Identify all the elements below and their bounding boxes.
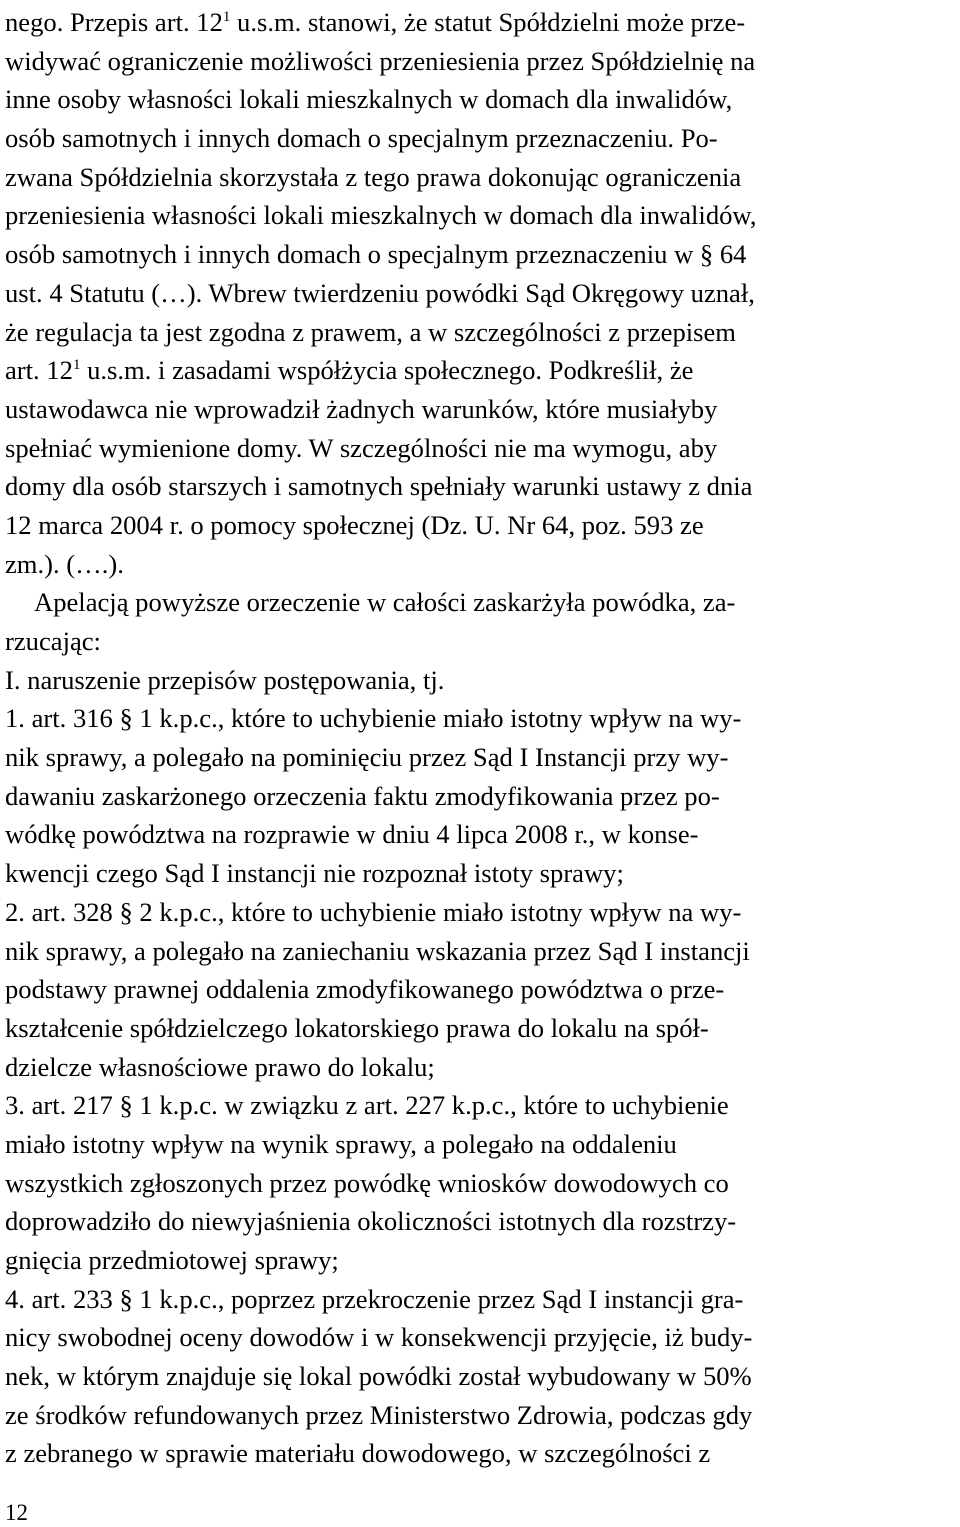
text-line [5,1396,955,1435]
text-line-content: inne osoby własności lokali mieszkalnych w domach dla inwalidów, [5,84,733,115]
text-line [5,235,955,274]
text-line-content: dawaniu zaskarżonego orzeczenia faktu zmodyfikowania przez po- [5,780,720,811]
text-line [5,622,955,661]
text-line [5,738,955,777]
text-line [5,274,955,313]
text-line-content: domy dla osób starszych i samotnych spełniały warunki ustawy z dnia [5,471,753,502]
text-line-content: kształcenie spółdzielczego lokatorskiego prawa do lokalu na spół- [5,1012,709,1043]
text-line [5,467,955,506]
text-line [5,1009,955,1048]
text-line-content: ze środków refundowanych przez Ministerstwo Zdrowia, podczas gdy [5,1399,753,1430]
text-line-content: nego. Przepis art. 12 [5,7,223,37]
text-line [5,1357,955,1396]
text-line-content: podstawy prawnej oddalenia zmodyfikowanego powództwa o prze- [5,974,725,1005]
text-line [5,313,955,352]
text-line [5,1241,955,1280]
text-line [5,1280,955,1319]
text-line [5,80,955,119]
text-line-content: nik sprawy, a polegało na pominięciu przez Sąd I Instancji przy wy- [5,742,729,773]
text-line-content: art. 12 [5,355,73,386]
text-line [5,42,955,81]
text-line-content: nicy swobodnej oceny dowodów i w konsekwencji przyjęcie, iż budy- [5,1322,753,1353]
text-line [5,893,955,932]
text-line [5,1434,955,1473]
text-line [5,545,955,584]
text-line-content: widywać ograniczenie możliwości przeniesienia przez Spółdzielnię na [5,45,756,76]
text-line [5,158,955,197]
text-line-content: ust. 4 Statutu (…). Wbrew twierdzeniu powódki Sąd Okręgowy uznał, [5,277,755,308]
text-line [5,777,955,816]
text-line-content: ustawodawca nie wprowadził żadnych warunków, które musiałyby [5,393,718,424]
text-line [5,506,955,545]
text-line-content: 1. art. 316 § 1 k.p.c., które to uchybienie miało istotny wpływ na wy- [5,703,742,734]
text-line-content: I. naruszenie przepisów postępowania, tj. [5,664,445,695]
text-line [5,429,955,468]
text-line [5,1164,955,1203]
text-line [5,815,955,854]
text-line-content: zwana Spółdzielnia skorzystała z tego prawa dokonując ograniczenia [5,161,742,192]
text-line [5,699,955,738]
text-line [5,1086,955,1125]
text-line [5,854,955,893]
text-line [5,351,955,390]
text-line-content: 4. art. 233 § 1 k.p.c., poprzez przekroczenie przez Sąd I instancji gra- [5,1283,744,1314]
text-line [5,3,955,42]
text-line [5,1125,955,1164]
text-line-content: osób samotnych i innych domach o specjalnym przeznaczeniu. Po- [5,123,718,154]
text-line-content: spełniać wymienione domy. W szczególności nie ma wymogu, aby [5,432,718,463]
text-line [5,390,955,429]
page-number: 12 [5,1500,28,1525]
text-line [5,1048,955,1087]
superscript: 1 [222,9,231,25]
document-body [5,3,955,1473]
text-line [5,932,955,971]
text-line-content: Apelacją powyższe orzeczenie w całości zaskarżyła powódka, za- [34,587,736,618]
text-line-content: że regulacja ta jest zgodna z prawem, a w szczególności z przepisem [5,316,736,347]
text-line-content: miało istotny wpływ na wynik sprawy, a polegało na oddaleniu [5,1128,677,1159]
text-line [5,119,955,158]
text-line [5,583,955,622]
text-line-content: dzielcze własnościowe prawo do lokalu; [5,1051,435,1082]
text-line [5,970,955,1009]
text-line-content: 12 marca 2004 r. o pomocy społecznej (Dz. U. Nr 64, poz. 593 ze [5,509,704,540]
text-line-content: nik sprawy, a polegało na zaniechaniu wskazania przez Sąd I instancji [5,935,750,966]
text-line-content: gnięcia przedmiotowej sprawy; [5,1245,339,1275]
text-line [5,196,955,235]
text-line [5,661,955,700]
text-line-content: rzucając: [5,626,101,656]
text-line-content: osób samotnych i innych domach o specjalnym przeznaczeniu w § 64 [5,239,747,270]
text-line-content: doprowadziło do niewyjaśnienia okoliczności istotnych dla rozstrzy- [5,1206,737,1237]
text-line-content: przeniesienia własności lokali mieszkalnych w domach dla inwalidów, [5,200,757,231]
text-line-content: z zebranego w sprawie materiału dowodowego, w szczególności z [5,1438,711,1469]
text-line-content: u.s.m. stanowi, że statut Spółdzielni może prze- [230,7,746,37]
text-line-content: zm.). (….). [5,548,124,579]
text-line-content: u.s.m. i zasadami współżycia społecznego. Podkreślił, że [80,355,694,386]
superscript: 1 [72,357,81,374]
text-line [5,1202,955,1241]
text-line-content: 2. art. 328 § 2 k.p.c., które to uchybienie miało istotny wpływ na wy- [5,896,742,927]
text-line-content: 3. art. 217 § 1 k.p.c. w związku z art. 227 k.p.c., które to uchybienie [5,1090,729,1121]
text-line-content: wszystkich zgłoszonych przez powódkę wniosków dowodowych co [5,1167,729,1198]
text-line-content: wódkę powództwa na rozprawie w dniu 4 lipca 2008 r., w konse- [5,819,699,850]
text-line [5,1318,955,1357]
text-line-content: nek, w którym znajduje się lokal powódki został wybudowany w 50% [5,1361,752,1392]
text-line-content: kwencji czego Sąd I instancji nie rozpoznał istoty sprawy; [5,858,624,889]
